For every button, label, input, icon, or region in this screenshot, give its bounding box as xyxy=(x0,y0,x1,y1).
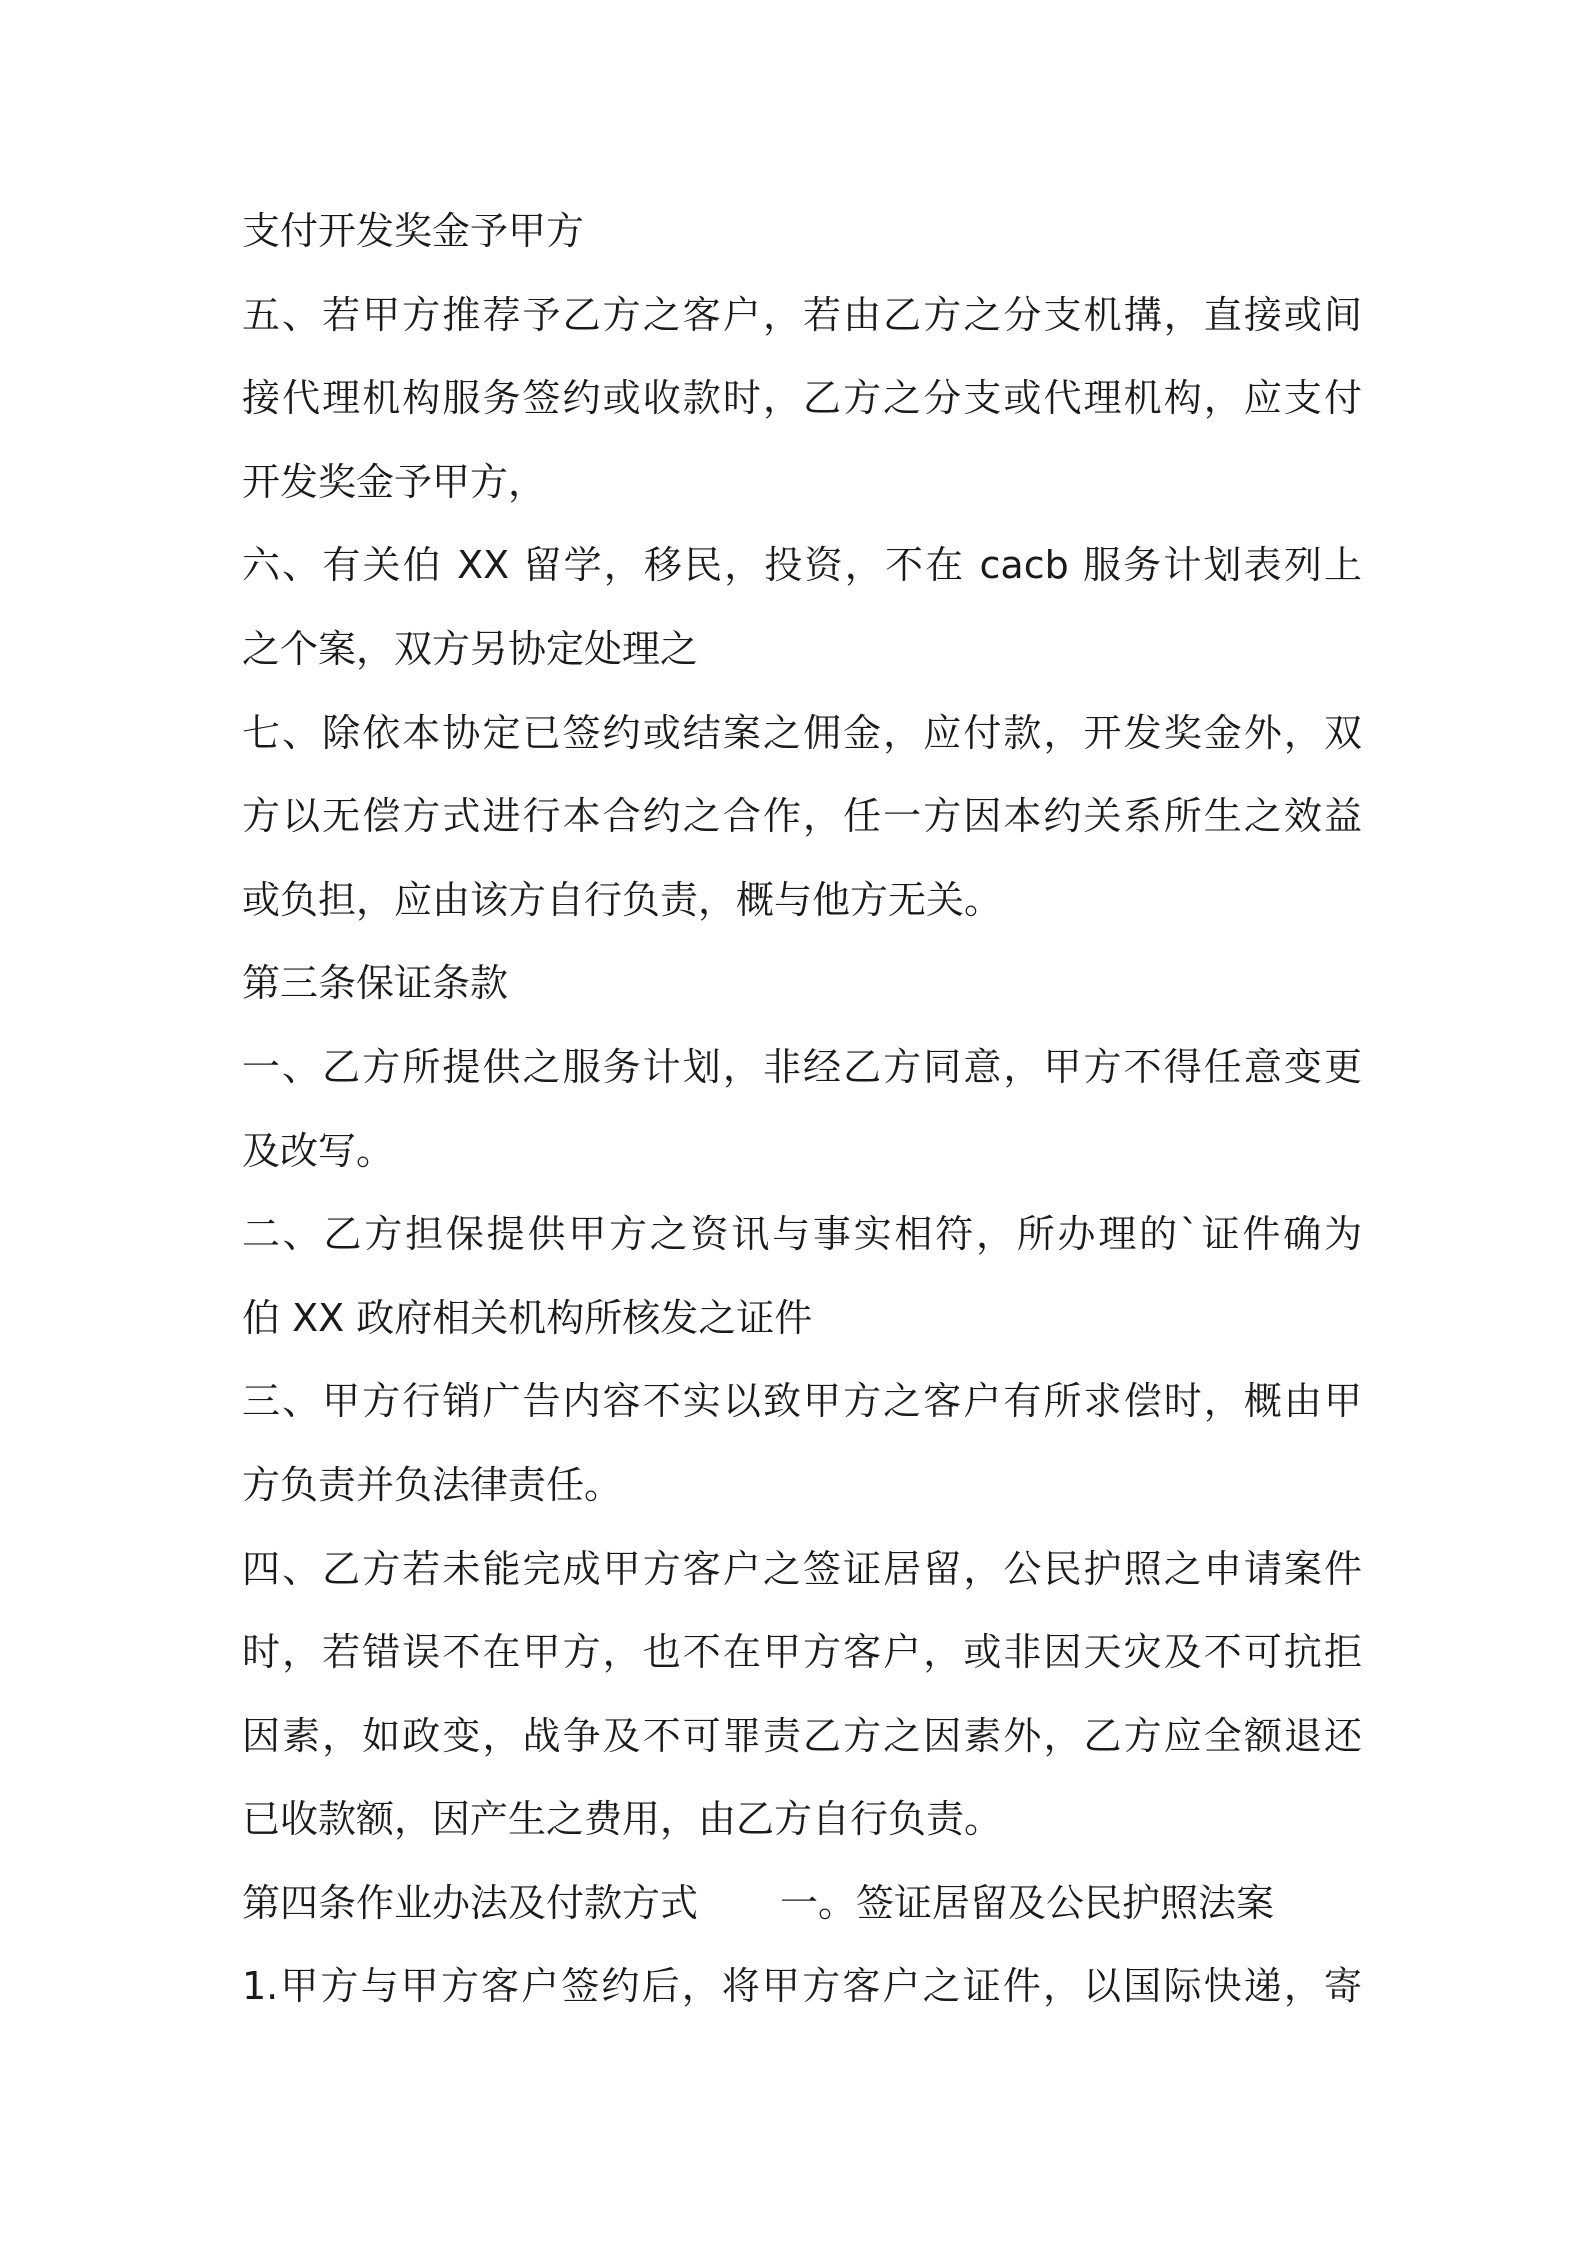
text-line: 伯 XX 政府相关机构所核发之证件 xyxy=(242,1295,813,1340)
text-line: 六、有关伯 XX 留学，移民，投资，不在 cacb 服务计划表列上 xyxy=(242,543,1362,588)
section-heading-line xyxy=(242,1862,1362,1946)
text-line: 开发奖金予甲方， xyxy=(242,459,547,504)
text-line: 一、乙方所提供之服务计划，非经乙方同意，甲方不得任意变更 xyxy=(242,1044,1362,1089)
text-line: 接代理机构服务签约或收款时，乙方之分支或代理机构，应支付 xyxy=(242,376,1362,421)
text-line: 已收款额，因产生之费用，由乙方自行负责。 xyxy=(242,1797,1003,1842)
text-line: 四、乙方若未能完成甲方客户之签证居留，公民护照之申请案件 xyxy=(242,1546,1362,1591)
text-line: 方负责并负法律责任。 xyxy=(242,1462,623,1507)
article4-subheading: 一。签证居留及公民护照法案 xyxy=(780,1880,1275,1925)
text-line: 之个案，双方另协定处理之 xyxy=(242,626,699,671)
text-line: 1.甲方与甲方客户签约后，将甲方客户之证件，以国际快递，寄 xyxy=(242,1964,1362,2009)
article4-heading: 第四条作业办法及付款方式 xyxy=(242,1880,699,1925)
text-line: 支付开发奖金予甲方 xyxy=(242,209,585,253)
text-line: 方以无偿方式进行本合约之合作，任一方因本约关系所生之效益 xyxy=(242,794,1362,839)
text-line: 七、除依本协定已签约或结案之佣金，应付款，开发奖金外，双 xyxy=(242,710,1362,755)
text-line: 或负担，应由该方自行负责，概与他方无关。 xyxy=(242,877,1003,922)
text-line: 五、若甲方推荐予乙方之客户，若由乙方之分支机搆，直接或间 xyxy=(242,292,1362,337)
text-line: 三、甲方行销广告内容不实以致甲方之客户有所求偿时，概由甲 xyxy=(242,1379,1362,1424)
section-heading: 第三条保证条款 xyxy=(242,961,509,1006)
document-body xyxy=(242,190,1362,2029)
text-line: 因素，如政变，战争及不可罪责乙方之因素外，乙方应全额退还 xyxy=(242,1713,1362,1758)
text-line: 二、乙方担保提供甲方之资讯与事实相符，所办理的`证件确为 xyxy=(242,1212,1362,1257)
text-line: 及改写。 xyxy=(242,1128,395,1173)
text-line: 时，若错误不在甲方，也不在甲方客户，或非因天灾及不可抗拒 xyxy=(242,1630,1362,1675)
